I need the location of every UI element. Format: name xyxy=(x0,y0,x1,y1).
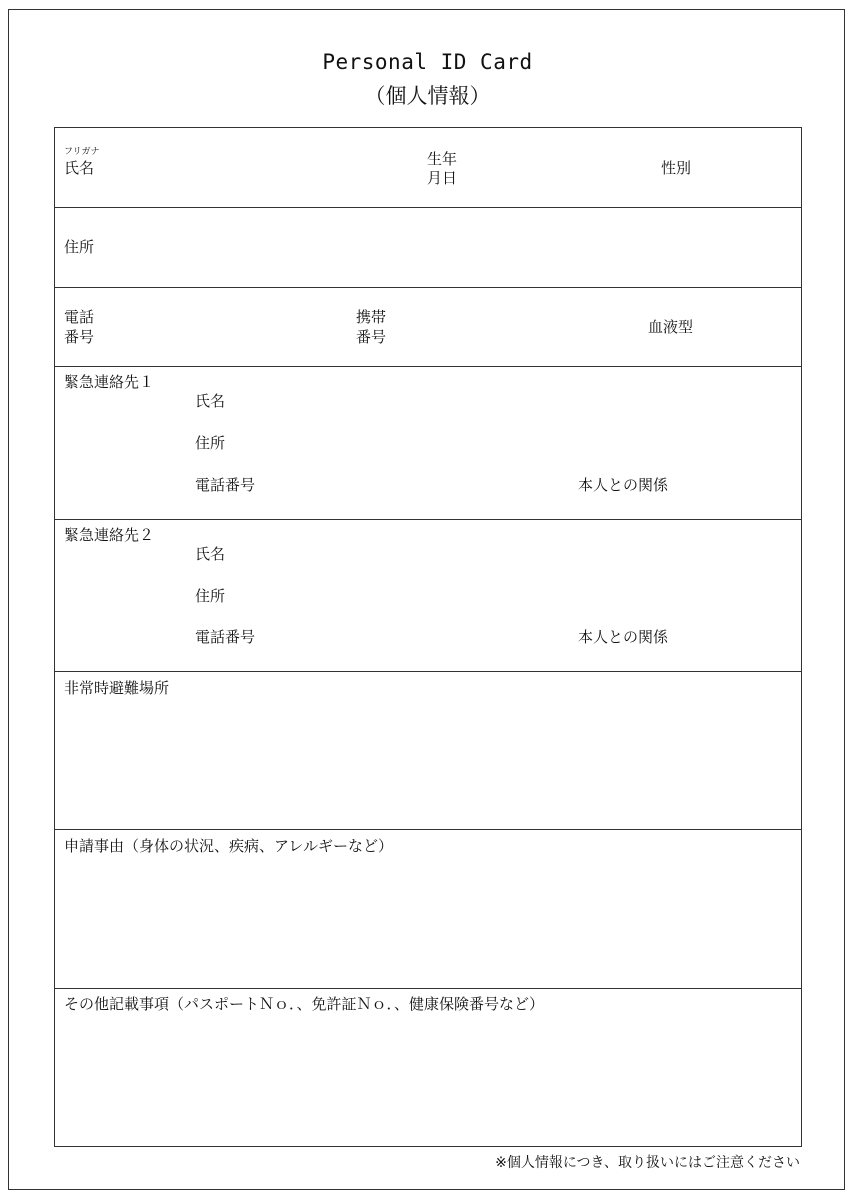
row-evacuation-shelter xyxy=(55,672,801,830)
emergency-2-phone-label: 電話番号 xyxy=(195,628,256,646)
row-emergency-contact-2 xyxy=(55,520,801,672)
emergency-2-name-label: 氏名 xyxy=(195,545,226,563)
other-notes-label: その他記載事項（パスポートＮｏ．、免許証Ｎｏ．、健康保険番号など） xyxy=(64,995,545,1013)
emergency-1-address-label: 住所 xyxy=(195,434,226,452)
blood-type-label: 血液型 xyxy=(648,318,694,336)
phone-label-line1: 電話 xyxy=(64,308,95,326)
row-emergency-contact-1 xyxy=(55,367,801,520)
emergency-1-heading: 緊急連絡先１ xyxy=(64,373,155,391)
emergency-1-relation-label: 本人との関係 xyxy=(578,476,669,494)
name-label: 氏名 xyxy=(64,159,95,177)
gender-label: 性別 xyxy=(661,159,692,177)
emergency-2-address-label: 住所 xyxy=(195,587,226,605)
row-address xyxy=(55,208,801,288)
row-application-reason xyxy=(55,830,801,989)
emergency-1-phone-label: 電話番号 xyxy=(195,476,256,494)
mobile-label-line1: 携帯 xyxy=(356,308,387,326)
phone-label-line2: 番号 xyxy=(64,328,95,346)
birth-label-line2: 月日 xyxy=(427,169,458,187)
id-card-form xyxy=(54,127,802,1147)
card-title-ja: （個人情報） xyxy=(364,84,491,108)
row-name xyxy=(55,128,801,208)
emergency-2-relation-label: 本人との関係 xyxy=(578,628,669,646)
application-reason-label: 申請事由（身体の状況、疾病、アレルギーなど） xyxy=(64,837,394,855)
mobile-label-line2: 番号 xyxy=(356,328,387,346)
card-title-en: Personal ID Card xyxy=(322,50,533,74)
shelter-label: 非常時避難場所 xyxy=(64,679,170,697)
emergency-2-heading: 緊急連絡先２ xyxy=(64,526,155,544)
privacy-note: ※個人情報につき、取り扱いにはご注意ください xyxy=(495,1155,800,1171)
birth-label-line1: 生年 xyxy=(427,150,458,168)
address-label: 住所 xyxy=(64,238,95,256)
row-other-notes xyxy=(55,989,801,1146)
row-phone xyxy=(55,288,801,367)
furigana-label: フリガナ xyxy=(64,147,100,157)
emergency-1-name-label: 氏名 xyxy=(195,392,226,410)
